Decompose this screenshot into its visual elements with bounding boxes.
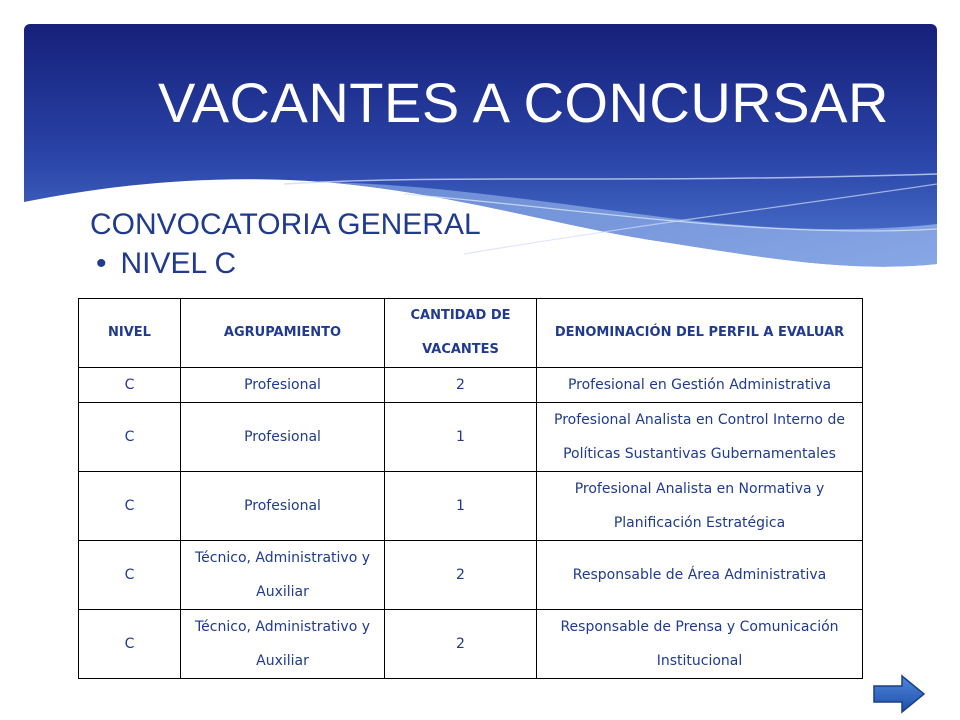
table-row	[79, 368, 863, 403]
cell-denominacion: Profesional Analista en Normativa y Planificación Estratégica	[537, 472, 863, 541]
cell-nivel: C	[79, 368, 181, 403]
cell-nivel: C	[79, 541, 181, 610]
arrow-right-icon	[872, 674, 926, 714]
table-row	[79, 610, 863, 679]
bullet-dot-icon: •	[96, 247, 107, 280]
table-row	[79, 472, 863, 541]
vacancies-table	[78, 298, 863, 679]
cell-cantidad: 2	[385, 610, 537, 679]
cell-denominacion: Profesional Analista en Control Interno de Políticas Sustantivas Gubernamentales	[537, 403, 863, 472]
cell-denominacion: Responsable de Prensa y Comunicación Institucional	[537, 610, 863, 679]
table-row	[79, 403, 863, 472]
cell-cantidad: 1	[385, 403, 537, 472]
cell-cantidad: 2	[385, 541, 537, 610]
cell-agrupamiento: Profesional	[181, 368, 385, 403]
bullet-label: NIVEL C	[120, 247, 237, 280]
cell-nivel: C	[79, 403, 181, 472]
subtitle: CONVOCATORIA GENERAL	[90, 208, 481, 241]
cell-agrupamiento: Profesional	[181, 472, 385, 541]
column-header-cantidad: CANTIDAD DE VACANTES	[385, 299, 537, 368]
cell-denominacion: Profesional en Gestión Administrativa	[537, 368, 863, 403]
cell-agrupamiento: Técnico, Administrativo y Auxiliar	[181, 541, 385, 610]
slide-title: VACANTES A CONCURSAR	[158, 71, 889, 134]
next-slide-button[interactable]	[872, 674, 926, 714]
column-header-denominacion: DENOMINACIÓN DEL PERFIL A EVALUAR	[537, 299, 863, 368]
cell-agrupamiento: Profesional	[181, 403, 385, 472]
column-header-agrupamiento: AGRUPAMIENTO	[181, 299, 385, 368]
cell-nivel: C	[79, 610, 181, 679]
cell-cantidad: 2	[385, 368, 537, 403]
cell-nivel: C	[79, 472, 181, 541]
cell-agrupamiento: Técnico, Administrativo y Auxiliar	[181, 610, 385, 679]
table-header-row	[79, 299, 863, 368]
column-header-nivel: NIVEL	[79, 299, 181, 368]
table-row	[79, 541, 863, 610]
cell-cantidad: 1	[385, 472, 537, 541]
bullet-item	[96, 247, 236, 281]
cell-denominacion: Responsable de Área Administrativa	[537, 541, 863, 610]
